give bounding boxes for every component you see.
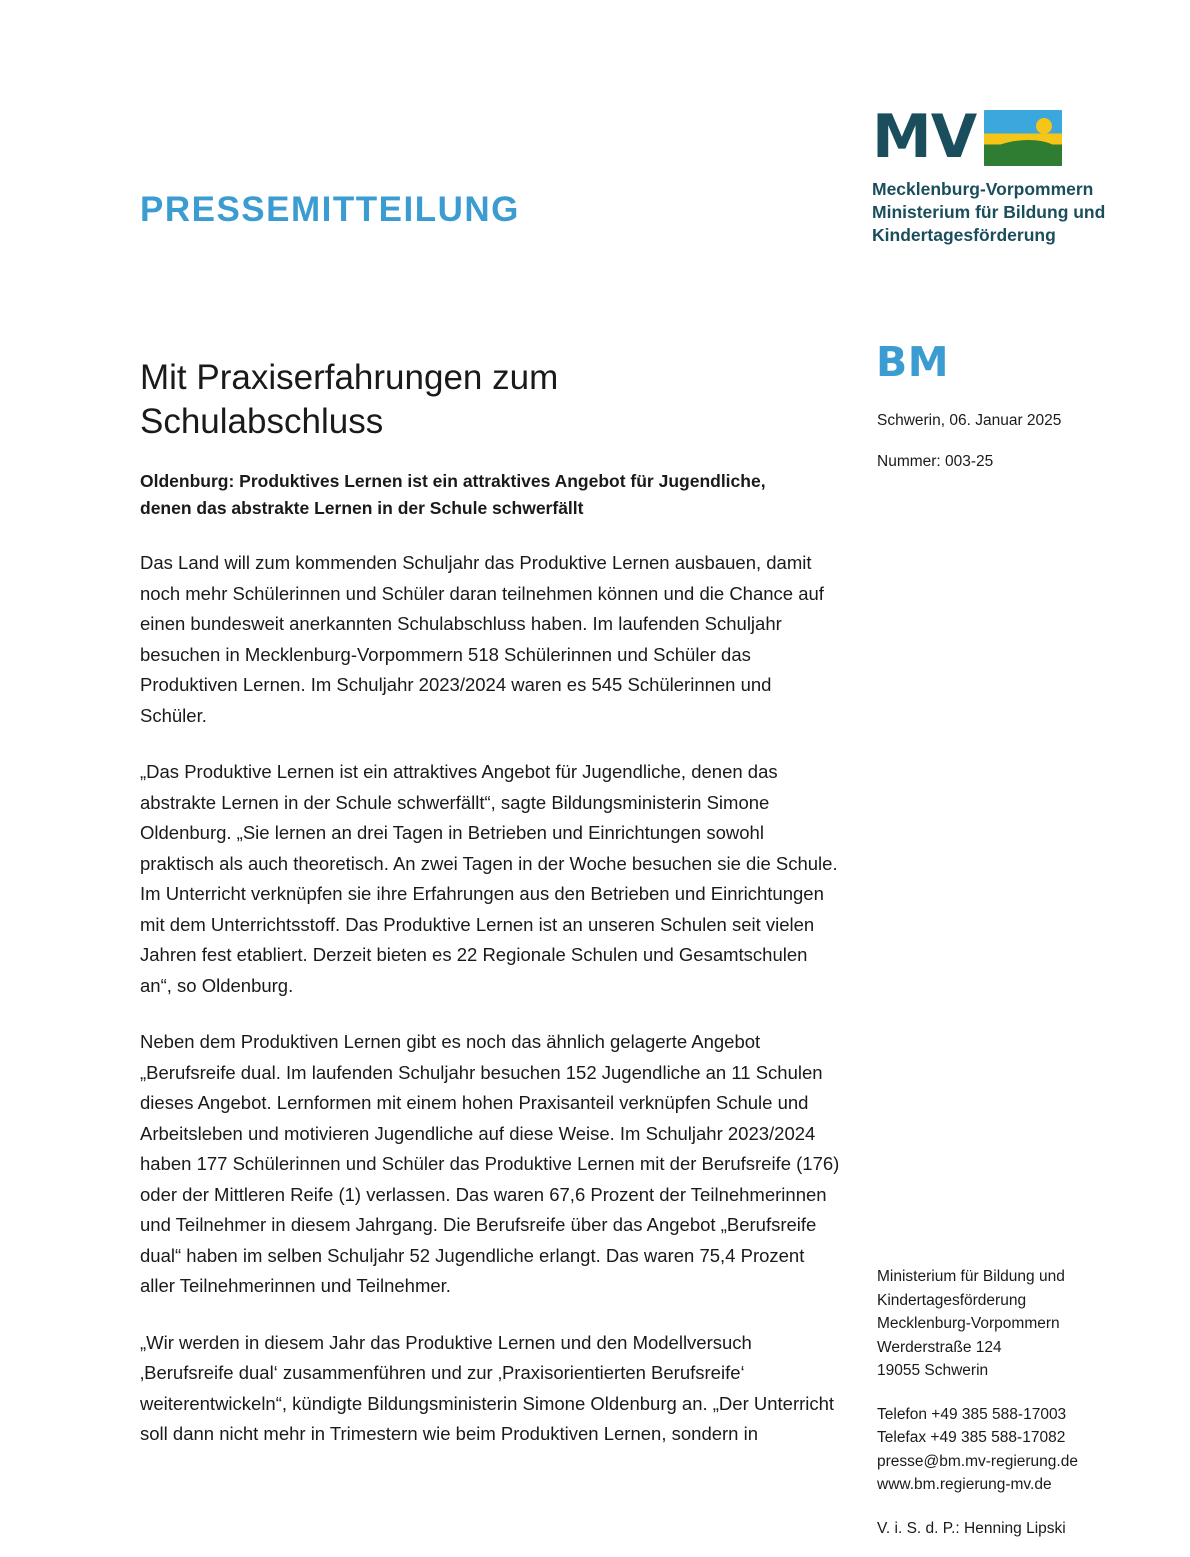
mv-subtitle-line-3: Kindertagesförderung <box>872 225 1056 245</box>
article-body <box>140 548 840 1476</box>
address-line: Ministerium für Bildung und <box>877 1268 1065 1285</box>
responsible-person: V. i. S. d. P.: Henning Lipski <box>877 1519 1066 1537</box>
article-subhead: Oldenburg: Produktives Lernen ist ein attraktives Angebot für Jugendliche, denen das abstrakte Lernen in der Schule schwerfällt <box>140 471 766 518</box>
sun-icon <box>1036 118 1052 134</box>
article-paragraph: „Wir werden in diesem Jahr das Produktive Lernen und den Modellversuch ‚Berufsreife dual‘ zusammenführen und zur ‚Praxisorientierten Berufsreife‘ weiterentwickeln“, kündigte Bildungsministerin Simone Oldenburg an. „Der Unterricht soll dann nicht mehr in Trimestern wie beim Produktiven Lernen, sondern in <box>140 1331 835 1444</box>
article-paragraph: Neben dem Produktiven Lernen gibt es noch das ähnlich gelagerte Angebot „Berufsreife dual. Im laufenden Schuljahr besuchen 152 Jugendliche an 11 Schulen dieses Angebot. Lernformen mit einem hohen Praxisanteil verknüpfen Schule und Arbeitsleben und motivieren Jugendliche auf diese Weise. Im Schuljahr 2023/2024 haben 177 Schülerinnen und Schüler das Produktive Lernen mit der Berufsreife (176) oder der Mittleren Reife (1) verlassen. Das waren 67,6 Prozent der Teilnehmerinnen und Teilnehmer in diesem Jahrgang. Die Berufsreife über das Angebot „Berufsreife dual“ haben im selben Schuljahr 52 Jugendliche erlangt. Das waren 75,4 Prozent aller Teilnehmerinnen und Teilnehmer. <box>140 1031 840 1296</box>
address-line: Kindertagesförderung <box>877 1291 1027 1309</box>
hill-shape-icon <box>984 140 1062 166</box>
press-release-label: PRESSEMITTEILUNG <box>140 190 520 229</box>
mv-subtitle-line-1: Mecklenburg-Vorpommern <box>872 179 1094 199</box>
address-line: 19055 Schwerin <box>877 1362 989 1379</box>
contact-website[interactable]: www.bm.regierung-mv.de <box>877 1476 1052 1493</box>
page-title: Mit Praxiserfahrungen zum Schulabschluss <box>140 358 559 442</box>
mv-letters: MV <box>872 102 977 172</box>
contact-phone: Telefon +49 385 588-17003 <box>877 1405 1067 1423</box>
meta-release-number: Nummer: 003-25 <box>877 453 994 470</box>
contact-address <box>877 1265 1127 1383</box>
mv-logo-subtitle <box>872 178 1122 247</box>
mv-logo-row <box>872 102 1122 172</box>
meta-place-date: Schwerin, 06. Januar 2025 <box>877 412 1062 429</box>
mv-ministry-logo <box>872 102 1122 247</box>
address-line: Mecklenburg-Vorpommern <box>877 1315 1060 1332</box>
contact-responsible <box>877 1517 1127 1541</box>
article-paragraph: „Das Produktive Lernen ist ein attraktives Angebot für Jugendliche, denen das abstrakte Lernen in der Schule schwerfällt“, sagte Bildungsministerin Simone Oldenburg. „Sie lernen an drei Tagen in Betrieben und Einrichtungen sowohl praktisch als auch theoretisch. An zwei Tagen in der Woche besuchen sie die Schule. Im Unterricht verknüpfen sie ihre Erfahrungen aus den Betrieben und Einrichtungen mit dem Unterrichtsstoff. Das Produktive Lernen ist an unseren Schulen seit vielen Jahren fest etabliert. Derzeit bieten es 22 Regionale Schulen und Gesamtschulen an“, so Oldenburg. <box>140 761 838 996</box>
contact-email[interactable]: presse@bm.mv-regierung.de <box>877 1452 1078 1470</box>
address-line: Werderstraße 124 <box>877 1338 1002 1356</box>
contact-channels <box>877 1403 1127 1497</box>
article-paragraph: Das Land will zum kommenden Schuljahr das Produktive Lernen ausbauen, damit noch mehr Schülerinnen und Schüler daran teilnehmen können und die Chance auf einen bundesweit anerkannten Schulabschluss haben. Im laufenden Schuljahr besuchen in Mecklenburg-Vorpommern 518 Schülerinnen und Schüler das Produktiven Lernen. Im Schuljahr 2023/2024 waren es 545 Schülerinnen und Schüler. <box>140 552 824 726</box>
bm-mark: BM <box>876 338 950 386</box>
contact-sidebar <box>877 1265 1127 1540</box>
mv-subtitle-line-2: Ministerium für Bildung und <box>872 202 1106 222</box>
contact-fax: Telefax +49 385 588-17082 <box>877 1429 1066 1446</box>
mv-flag-icon <box>984 110 1062 166</box>
